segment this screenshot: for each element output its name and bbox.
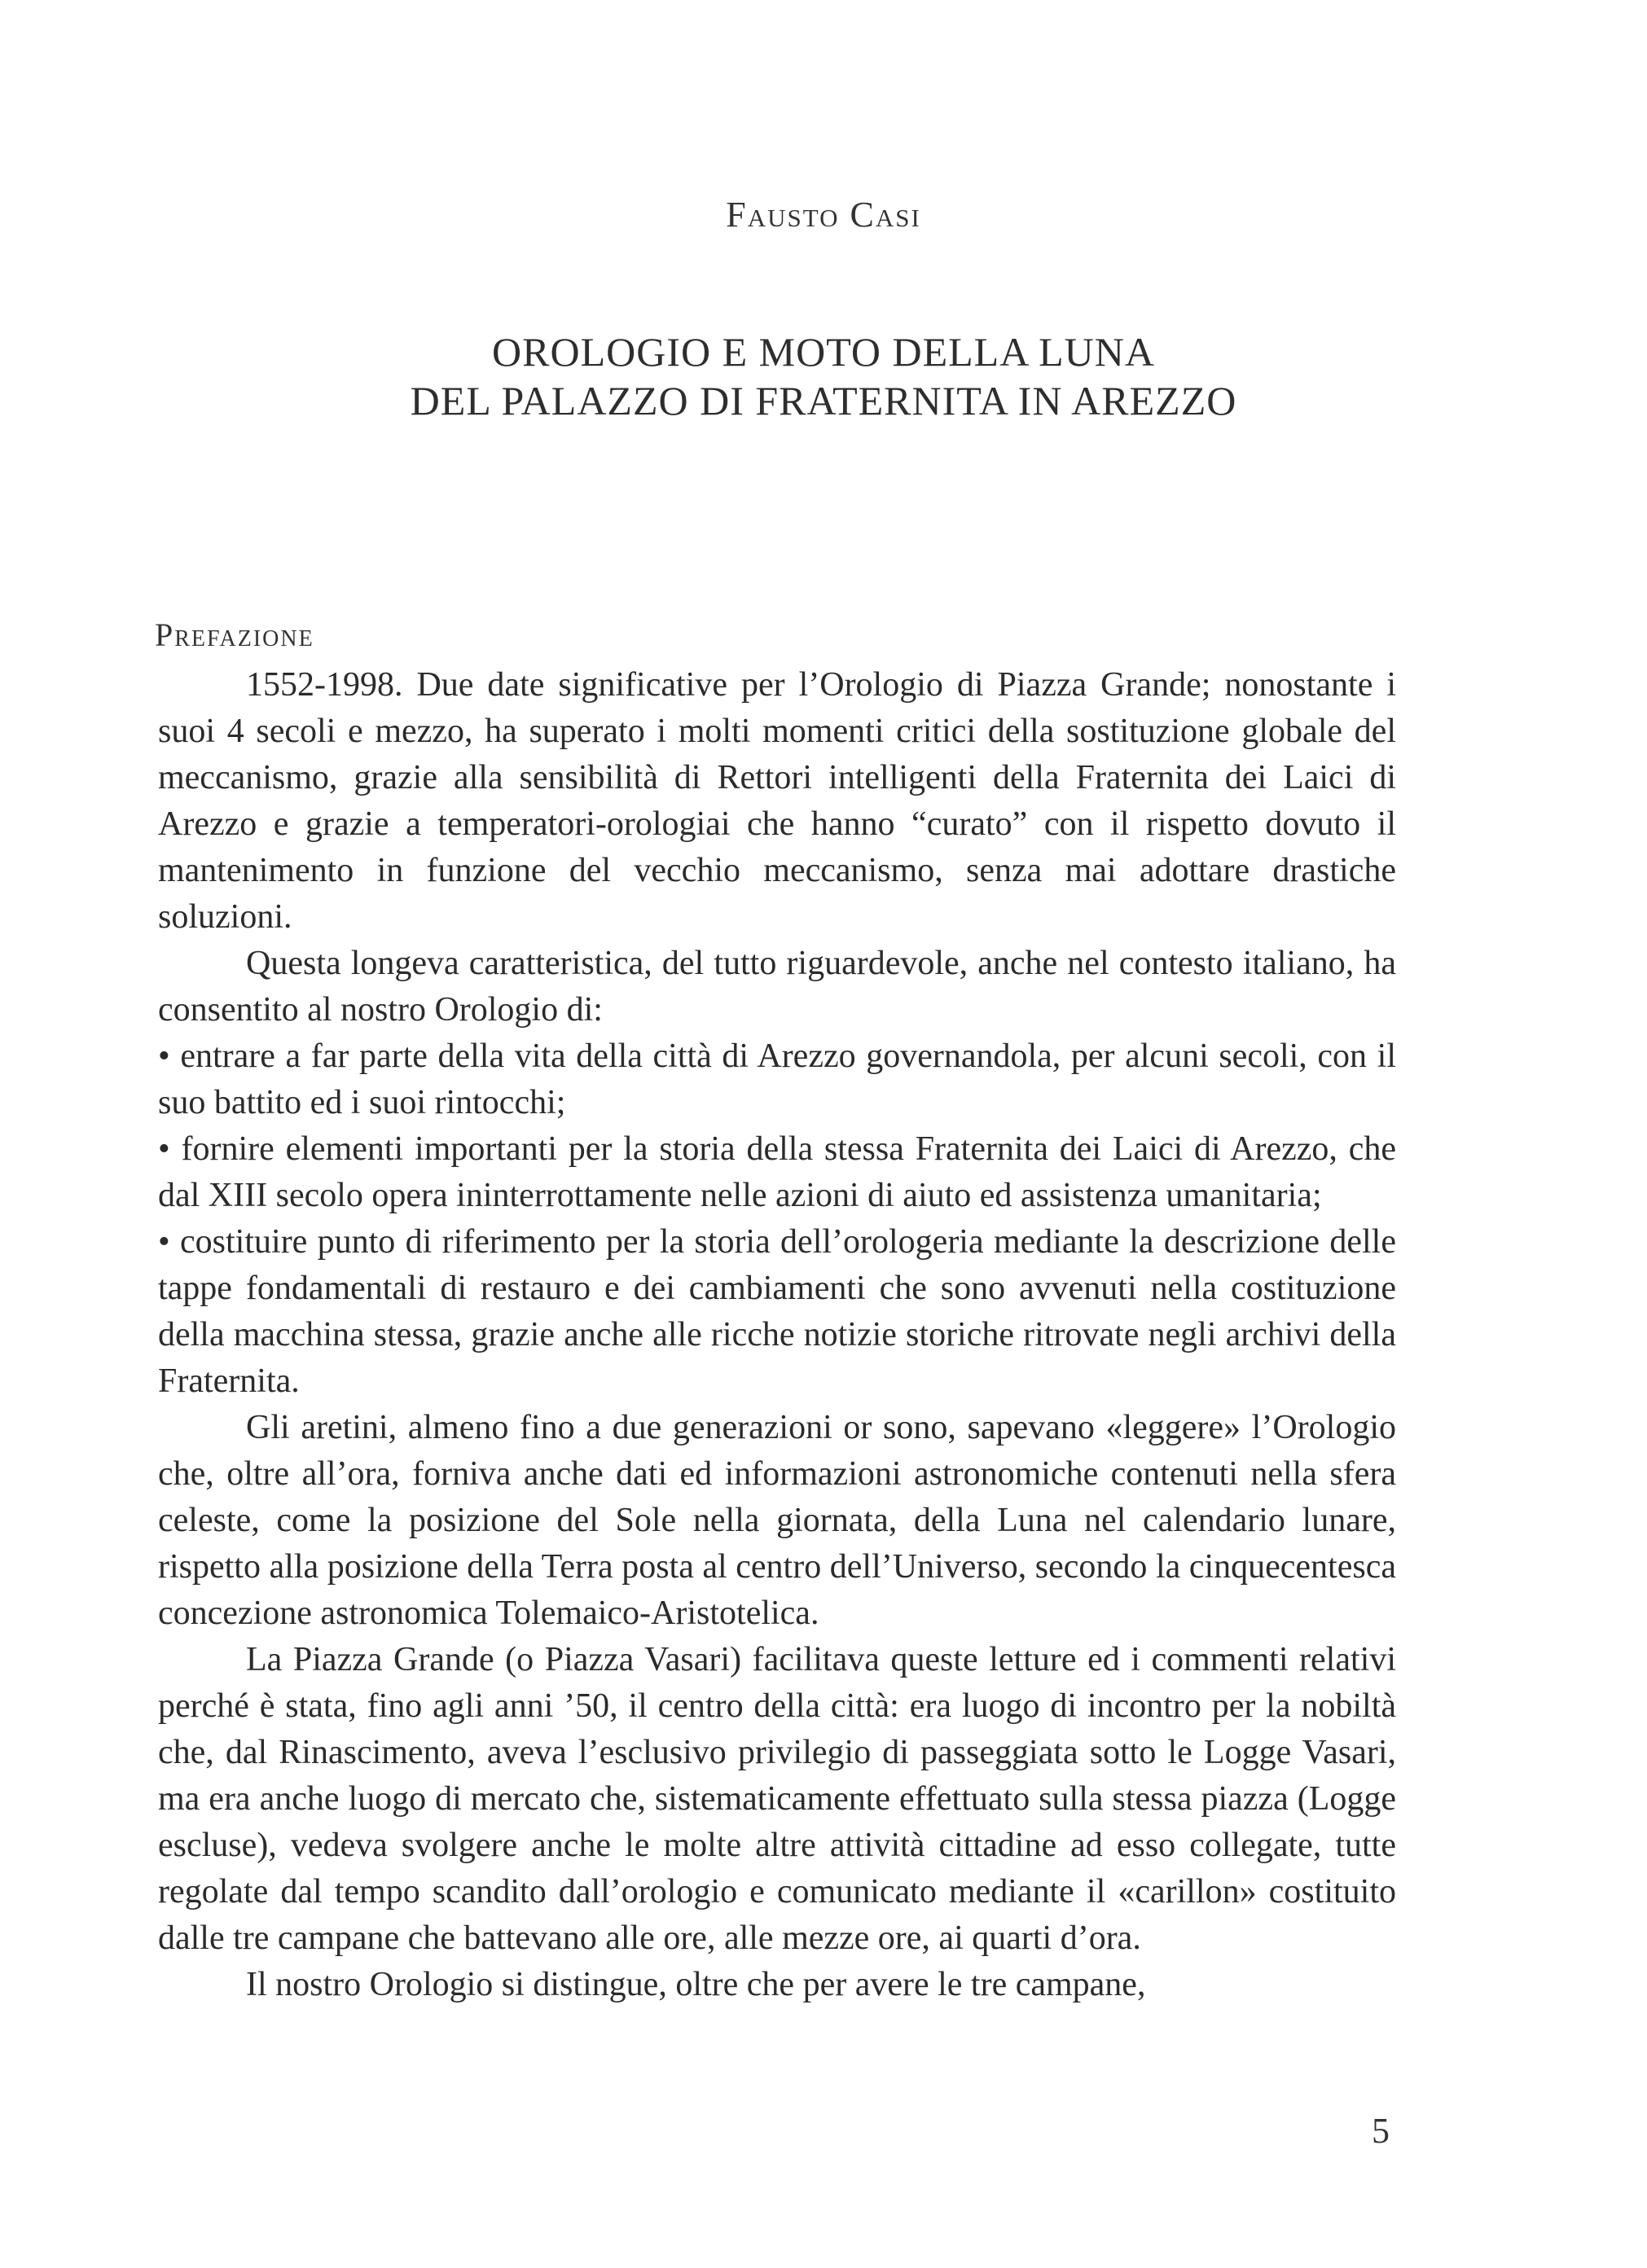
title-line-2: DEL PALAZZO DI FRATERNITA IN AREZZO [410, 378, 1237, 423]
body-text [158, 662, 1396, 2008]
bullet-item: • costituire punto di riferimento per la storia dell’orologeria mediante la descrizione delle tappe fondamentali di restauro e dei cambiamenti che sono avvenuti nella costituzione della macchina stessa, grazie anche alle ricche notizie storiche ritrovate negli archivi della Fraternita. [158, 1219, 1396, 1405]
section-heading: Prefazione [155, 616, 314, 653]
bullet-item: • fornire elementi importanti per la storia della stessa Fraternita dei Laici di Arezzo, che dal XIII secolo opera ininterrottamente nelle azioni di aiuto ed assistenza umanitaria; [158, 1126, 1396, 1219]
paragraph: La Piazza Grande (o Piazza Vasari) facilitava queste letture ed i commenti relativi perché è stata, fino agli anni ’50, il centro della città: era luogo di incontro per la nobiltà che, dal Rinascimento, aveva l’esclusivo privilegio di passeggiata sotto le Logge Vasari, ma era anche luogo di mercato che, sistematicamente effettuato sulla stessa piazza (Logge escluse), vedeva svolgere anche le molte altre attività cittadine ad esso collegate, tutte regolate dal tempo scandito dall’orologio e comunicato mediante il «carillon» costituito dalle tre campane che battevano alle ore, alle mezze ore, ai quarti d’ora. [158, 1641, 1396, 1957]
title-line-1: OROLOGIO E MOTO DELLA LUNA [492, 329, 1155, 375]
bullet-item: • entrare a far parte della vita della città di Arezzo governandola, per alcuni secoli, con il suo battito ed i suoi rintocchi; [158, 1033, 1396, 1126]
paragraph: 1552-1998. Due date significative per l’Orologio di Piazza Grande; nonostante i suoi 4 secoli e mezzo, ha superato i molti momenti critici della sostituzione globale del meccanismo, grazie alla sensibilità di Rettori intelligenti della Fraternita dei Laici di Arezzo e grazie a temperatori-orologiai che hanno “curato” con il rispetto dovuto il mantenimento in funzione del vecchio meccanismo, senza mai adottare drastiche soluzioni. [158, 666, 1396, 936]
article-title [0, 327, 1647, 425]
paragraph: Gli aretini, almeno fino a due generazioni or sono, sapevano «leggere» l’Orologio che, oltre all’ora, forniva anche dati ed informazioni astronomiche contenuti nella sfera celeste, come la posizione del Sole nella giornata, della Luna nel calendario lunare, rispetto alla posizione della Terra posta al centro dell’Universo, secondo la cinquecentesca concezione astronomica Tolemaico-Aristotelica. [158, 1409, 1396, 1632]
author-name: Fausto Casi [726, 195, 921, 235]
paragraph: Il nostro Orologio si distingue, oltre che per avere le tre campane, [246, 1966, 1146, 2003]
page-number: 5 [1372, 2111, 1390, 2151]
paragraph: Questa longeva caratteristica, del tutto riguardevole, anche nel contesto italiano, ha consentito al nostro Orologio di: [158, 945, 1396, 1029]
